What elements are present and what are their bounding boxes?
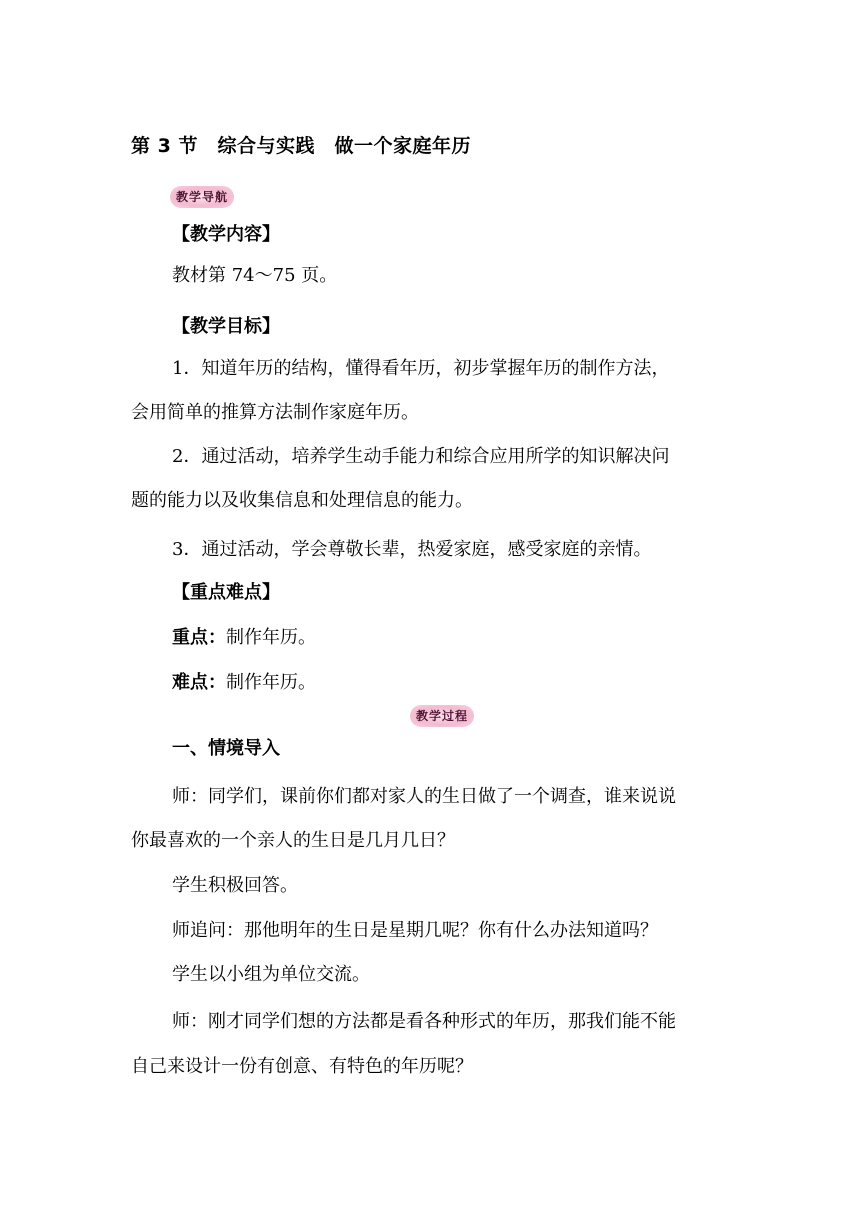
paragraph-5-line-1: 师：刚才同学们想的方法都是看各种形式的年历，那我们能不能 xyxy=(172,1011,676,1032)
goal-1-line-2: 会用简单的推算方法制作家庭年历。 xyxy=(131,402,419,423)
key-point xyxy=(172,624,787,652)
difficult-point-text: 制作年历。 xyxy=(226,672,316,693)
goal-1-line-1: 1．知道年历的结构，懂得看年历，初步掌握年历的制作方法， xyxy=(172,358,670,379)
goal-2-line-1: 2．通过活动，培养学生动手能力和综合应用所学的知识解决问 xyxy=(172,446,670,467)
goal-2-line-2: 题的能力以及收集信息和处理信息的能力。 xyxy=(131,490,473,511)
content-text: 教材第 74～75 页。 xyxy=(172,265,338,286)
goal-3: 3．通过活动，学会尊敬长辈，热爱家庭，感受家庭的亲情。 xyxy=(172,539,652,560)
goals-heading: 【教学目标】 xyxy=(172,316,280,337)
paragraph-2: 学生积极回答。 xyxy=(172,875,298,896)
difficult-point-label: 难点： xyxy=(172,672,226,693)
paragraph-1-line-1: 师：同学们，课前你们都对家人的生日做了一个调查，谁来说说 xyxy=(172,786,676,807)
difficult-point xyxy=(172,669,787,697)
paragraph-3: 师追问：那他明年的生日是星期几呢？你有什么办法知道吗？ xyxy=(172,920,658,941)
paragraph-4: 学生以小组为单位交流。 xyxy=(172,964,370,985)
lesson-title: 第 3 节 综合与实践 做一个家庭年历 xyxy=(131,135,471,157)
key-point-text: 制作年历。 xyxy=(226,627,316,648)
content-heading: 【教学内容】 xyxy=(172,224,280,245)
intro-heading: 一、情境导入 xyxy=(172,738,280,759)
key-point-label: 重点： xyxy=(172,627,226,648)
paragraph-5-line-2: 自己来设计一份有创意、有特色的年历呢？ xyxy=(131,1056,473,1077)
teaching-nav-badge: 教学导航 xyxy=(170,186,234,208)
key-points-heading: 【重点难点】 xyxy=(172,582,280,603)
paragraph-1-line-2: 你最喜欢的一个亲人的生日是几月几日？ xyxy=(131,830,455,851)
teaching-process-badge: 教学过程 xyxy=(410,705,474,727)
